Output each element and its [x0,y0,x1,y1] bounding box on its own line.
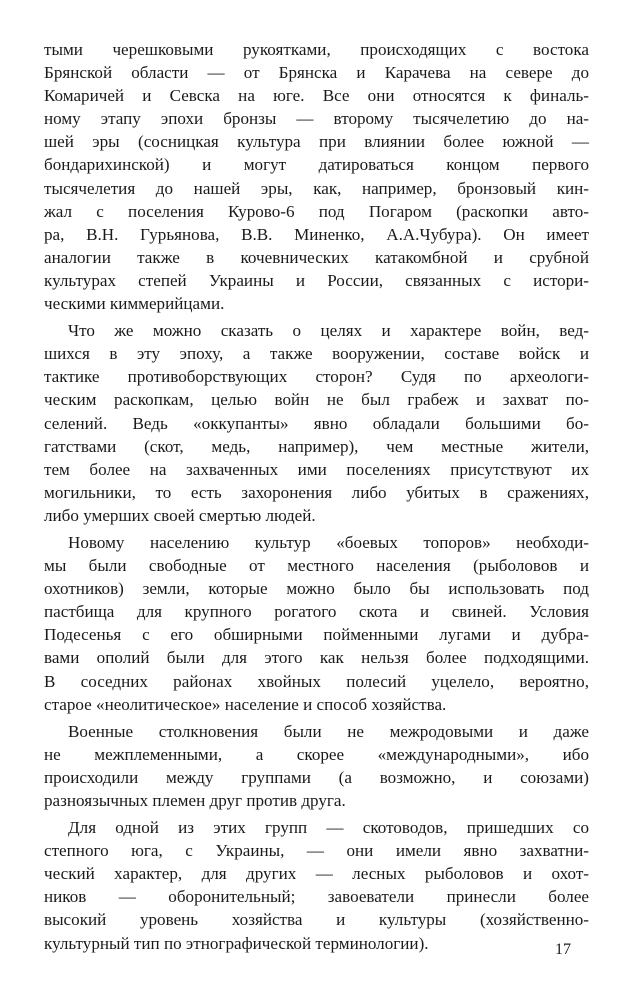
text-line: не межплеменными, а скорее «международными», ибо [44,744,589,764]
text-line: охотников) земли, которые можно было бы использовать под [44,579,589,599]
text-line: тем более на захваченных ими поселениях присутствуют их [44,459,589,479]
text-line: мы были свободные от местного населения (рыболовов и [44,556,589,576]
text-line: старое «неолитическое» население и способ хозяйства. [44,694,447,714]
text-line: высокий уровень хозяйства и культуры (хозяйственно- [44,910,589,930]
paragraph-5 [44,816,589,955]
text-line: Комаричей и Севска на юге. Все они относятся к финаль- [44,86,589,106]
text-line: разноязычных племен друг против друга. [44,791,346,810]
text-line: Подесенья с его обширными пойменными лугами и дубра- [44,625,589,645]
text-line: пастбища для крупного рогатого скота и свиней. Условия [44,602,589,622]
paragraph-2 [44,319,589,527]
page-number: 17 [555,941,571,958]
text-line: шей эры (сосницкая культура при влиянии более южной — [44,132,589,152]
text-line: Военные столкновения были не межродовыми и даже [68,721,589,741]
text-line: культурный тип по этнографической терминологии). [44,933,429,953]
text-line: ческими киммерийцами. [44,294,225,314]
text-line: ческий характер, для других — лесных рыболовов и охот- [44,864,589,884]
text-line: бондарихинской) и могут датироваться концом первого [44,155,589,175]
paragraph-1 [44,38,589,315]
text-line: могильники, то есть захоронения либо убитых в сражениях, [44,482,589,502]
text-line: селений. Ведь «оккупанты» явно обладали большими бо- [44,413,589,433]
text-line: Для одной из этих групп — скотоводов, пришедших со [68,818,589,838]
text-line: ра, В.Н. Гурьянова, В.В. Миненко, А.А.Чубура). Он имеет [44,224,589,244]
text-line: тактике противоборствующих сторон? Судя по археологи- [44,367,589,387]
text-line: гатствами (скот, медь, например), чем местные жители, [44,436,589,456]
text-line: Что же можно сказать о целях и характере войн, вед- [68,321,589,341]
text-line: либо умерших своей смертью людей. [44,505,316,525]
text-line: тысячелетия до нашей эры, как, например, бронзовый кин- [44,178,589,198]
text-line: Новому населению культур «боевых топоров» необходи- [68,532,589,552]
text-line: ческим раскопкам, целью войн не был грабеж и захват по- [44,390,589,410]
text-line: ников — оборонительный; завоеватели принесли более [44,887,589,907]
text-line: аналогии также в кочевнических катакомбной и срубной [44,247,589,267]
paragraph-4 [44,720,589,812]
text-line: тыми черешковыми рукоятками, происходящих с востока [44,40,589,59]
text-line: ному этапу эпохи бронзы — второму тысячелетию до на- [44,109,589,129]
page-body [44,38,589,955]
text-line: происходили между группами (а возможно, и союзами) [44,767,589,787]
text-line: вами ополий были для этого как нельзя более подходящими. [44,648,589,668]
text-line: Брянской области — от Брянска и Карачева на севере до [44,63,589,83]
text-line: культурах степей Украины и России, связанных с истори- [44,270,589,290]
text-line: В соседних районах хвойных полесий уцелело, вероятно, [44,671,589,691]
paragraph-3 [44,531,589,716]
text-line: жал с поселения Курово-6 под Погаром (раскопки авто- [44,201,589,221]
text-line: степного юга, с Украины, — они имели явно захватни- [44,841,589,861]
text-line: шихся в эту эпоху, а также вооружении, составе войск и [44,344,589,364]
